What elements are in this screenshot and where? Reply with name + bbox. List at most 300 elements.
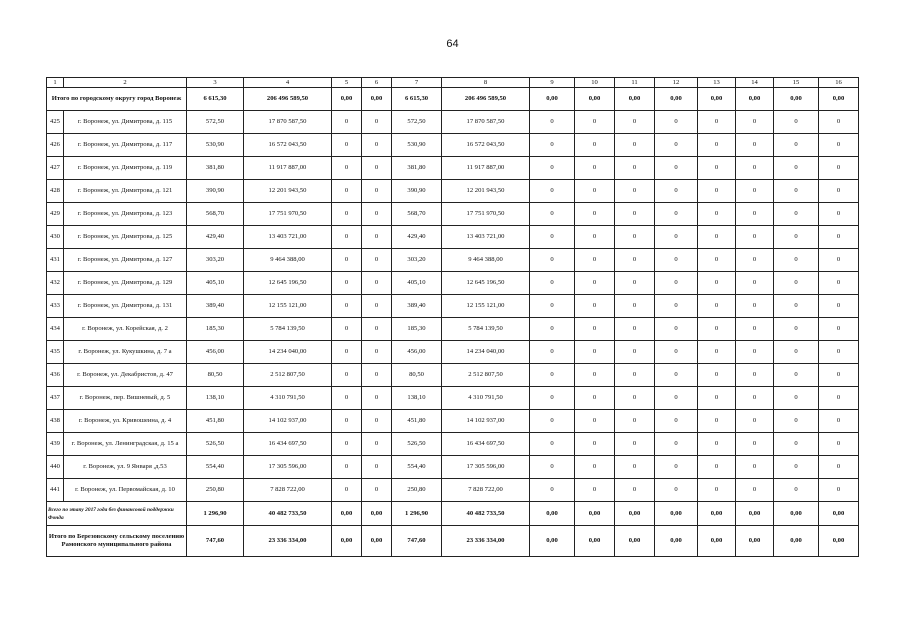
value-cell: 0 — [575, 157, 615, 180]
total-value: 0,00 — [698, 502, 736, 526]
value-cell: 0 — [530, 295, 575, 318]
table-row — [47, 341, 859, 364]
cost-cell: 17 870 587,50 — [244, 111, 332, 134]
area-cell: 526,50 — [187, 433, 244, 456]
cost-cell: 4 310 791,50 — [442, 387, 530, 410]
value-cell: 0 — [655, 249, 698, 272]
value-cell: 0 — [615, 180, 655, 203]
value-cell: 0 — [774, 456, 819, 479]
value-cell: 0 — [575, 295, 615, 318]
table-row — [47, 226, 859, 249]
value-cell: 0 — [575, 180, 615, 203]
total-value: 40 482 733,50 — [442, 502, 530, 526]
address-cell: г. Воронеж, ул. Димитрова, д. 131 — [64, 295, 187, 318]
value-cell: 0 — [774, 111, 819, 134]
value-cell: 0 — [575, 203, 615, 226]
cost-cell: 17 305 596,00 — [442, 456, 530, 479]
area-cell: 250,80 — [392, 479, 442, 502]
value-cell: 0 — [774, 341, 819, 364]
value-cell: 0 — [698, 295, 736, 318]
address-cell: г. Воронеж, ул. Ленинградская, д. 15 а — [64, 433, 187, 456]
value-cell: 0 — [362, 134, 392, 157]
value-cell: 0 — [530, 364, 575, 387]
total-value: 0,00 — [362, 526, 392, 557]
column-number: 15 — [774, 78, 819, 88]
table-row — [47, 456, 859, 479]
value-cell: 0 — [655, 272, 698, 295]
column-number: 13 — [698, 78, 736, 88]
value-cell: 0 — [698, 134, 736, 157]
value-cell: 0 — [774, 410, 819, 433]
value-cell: 0 — [736, 111, 774, 134]
total-value: 0,00 — [332, 526, 362, 557]
value-cell: 0 — [736, 203, 774, 226]
column-number: 6 — [362, 78, 392, 88]
value-cell: 0 — [362, 456, 392, 479]
value-cell: 0 — [332, 341, 362, 364]
address-cell: г. Воронеж, ул. Кукушкина, д. 7 а — [64, 341, 187, 364]
cost-cell: 13 403 721,00 — [244, 226, 332, 249]
total-value: 0,00 — [362, 502, 392, 526]
value-cell: 0 — [615, 111, 655, 134]
column-number: 9 — [530, 78, 575, 88]
area-cell: 405,10 — [187, 272, 244, 295]
row-number: 429 — [47, 203, 64, 226]
value-cell: 0 — [530, 410, 575, 433]
table-row — [47, 249, 859, 272]
value-cell: 0 — [655, 479, 698, 502]
value-cell: 0 — [819, 157, 859, 180]
area-cell: 530,90 — [187, 134, 244, 157]
table-row — [47, 111, 859, 134]
value-cell: 0 — [736, 134, 774, 157]
value-cell: 0 — [698, 387, 736, 410]
value-cell: 0 — [332, 272, 362, 295]
value-cell: 0 — [530, 272, 575, 295]
address-cell: г. Воронеж, ул. Кривошеина, д. 4 — [64, 410, 187, 433]
total-value: 0,00 — [332, 502, 362, 526]
area-cell: 390,90 — [187, 180, 244, 203]
value-cell: 0 — [698, 364, 736, 387]
total-value: 40 482 733,50 — [244, 502, 332, 526]
table-row — [47, 272, 859, 295]
value-cell: 0 — [615, 249, 655, 272]
table-row — [47, 295, 859, 318]
value-cell: 0 — [615, 295, 655, 318]
value-cell: 0 — [362, 410, 392, 433]
address-cell: г. Воронеж, ул. Первомайская, д. 10 — [64, 479, 187, 502]
value-cell: 0 — [332, 456, 362, 479]
total-label: Всего по этапу 2017 года без финансовой поддержки Фонда — [47, 502, 187, 526]
cost-cell: 9 464 388,00 — [442, 249, 530, 272]
value-cell: 0 — [615, 157, 655, 180]
address-cell: г. Воронеж, ул. Димитрова, д. 115 — [64, 111, 187, 134]
value-cell: 0 — [332, 203, 362, 226]
total-value: 6 615,30 — [392, 88, 442, 111]
total-value: 1 296,90 — [392, 502, 442, 526]
value-cell: 0 — [774, 364, 819, 387]
value-cell: 0 — [698, 249, 736, 272]
total-value: 0,00 — [332, 88, 362, 111]
address-cell: г. Воронеж, ул. Димитрова, д. 127 — [64, 249, 187, 272]
total-city-row — [47, 88, 859, 111]
value-cell: 0 — [362, 180, 392, 203]
value-cell: 0 — [332, 364, 362, 387]
cost-cell: 12 201 943,50 — [442, 180, 530, 203]
table-row — [47, 318, 859, 341]
value-cell: 0 — [615, 203, 655, 226]
value-cell: 0 — [736, 410, 774, 433]
value-cell: 0 — [819, 203, 859, 226]
value-cell: 0 — [698, 157, 736, 180]
value-cell: 0 — [362, 318, 392, 341]
row-number: 432 — [47, 272, 64, 295]
total-value: 0,00 — [655, 88, 698, 111]
cost-cell: 13 403 721,00 — [442, 226, 530, 249]
value-cell: 0 — [615, 341, 655, 364]
value-cell: 0 — [530, 249, 575, 272]
value-cell: 0 — [655, 111, 698, 134]
total-value: 23 336 334,00 — [244, 526, 332, 557]
total-value: 0,00 — [575, 88, 615, 111]
total-value: 0,00 — [698, 88, 736, 111]
value-cell: 0 — [530, 318, 575, 341]
column-number: 14 — [736, 78, 774, 88]
value-cell: 0 — [698, 226, 736, 249]
value-cell: 0 — [530, 226, 575, 249]
value-cell: 0 — [362, 295, 392, 318]
value-cell: 0 — [575, 134, 615, 157]
value-cell: 0 — [362, 111, 392, 134]
value-cell: 0 — [698, 410, 736, 433]
total-value: 0,00 — [774, 88, 819, 111]
table-row — [47, 364, 859, 387]
value-cell: 0 — [819, 479, 859, 502]
total-value: 0,00 — [530, 526, 575, 557]
value-cell: 0 — [575, 410, 615, 433]
value-cell: 0 — [575, 456, 615, 479]
value-cell: 0 — [530, 203, 575, 226]
value-cell: 0 — [575, 479, 615, 502]
table-row — [47, 134, 859, 157]
value-cell: 0 — [736, 387, 774, 410]
cost-cell: 12 155 121,00 — [442, 295, 530, 318]
column-number: 5 — [332, 78, 362, 88]
value-cell: 0 — [774, 272, 819, 295]
address-cell: г. Воронеж, пер. Вишневый, д. 5 — [64, 387, 187, 410]
column-number: 4 — [244, 78, 332, 88]
value-cell: 0 — [774, 479, 819, 502]
total-value: 0,00 — [615, 502, 655, 526]
value-cell: 0 — [362, 157, 392, 180]
column-number: 8 — [442, 78, 530, 88]
area-cell: 80,50 — [392, 364, 442, 387]
value-cell: 0 — [575, 341, 615, 364]
value-cell: 0 — [736, 364, 774, 387]
total-value: 0,00 — [362, 88, 392, 111]
cost-cell: 14 234 040,00 — [244, 341, 332, 364]
table-row — [47, 387, 859, 410]
total-value: 0,00 — [736, 88, 774, 111]
value-cell: 0 — [362, 433, 392, 456]
value-cell: 0 — [332, 249, 362, 272]
value-cell: 0 — [615, 479, 655, 502]
address-cell: г. Воронеж, ул. Димитрова, д. 117 — [64, 134, 187, 157]
total-value: 0,00 — [615, 526, 655, 557]
total-value: 0,00 — [736, 526, 774, 557]
value-cell: 0 — [530, 433, 575, 456]
value-cell: 0 — [819, 433, 859, 456]
cost-cell: 17 751 970,50 — [244, 203, 332, 226]
cost-cell: 5 784 139,50 — [244, 318, 332, 341]
cost-cell: 2 512 807,50 — [442, 364, 530, 387]
address-cell: г. Воронеж, ул. 9 Января ,д.53 — [64, 456, 187, 479]
column-number: 12 — [655, 78, 698, 88]
cost-cell: 14 102 937,00 — [442, 410, 530, 433]
row-number: 433 — [47, 295, 64, 318]
value-cell: 0 — [736, 180, 774, 203]
value-cell: 0 — [819, 410, 859, 433]
value-cell: 0 — [819, 318, 859, 341]
column-number: 7 — [392, 78, 442, 88]
value-cell: 0 — [575, 226, 615, 249]
total-value: 0,00 — [819, 88, 859, 111]
value-cell: 0 — [819, 341, 859, 364]
value-cell: 0 — [332, 410, 362, 433]
value-cell: 0 — [655, 364, 698, 387]
cost-cell: 12 645 196,50 — [244, 272, 332, 295]
value-cell: 0 — [655, 433, 698, 456]
value-cell: 0 — [615, 226, 655, 249]
area-cell: 568,70 — [187, 203, 244, 226]
column-number: 2 — [64, 78, 187, 88]
table-row — [47, 433, 859, 456]
value-cell: 0 — [575, 318, 615, 341]
table-row — [47, 479, 859, 502]
cost-cell: 12 645 196,50 — [442, 272, 530, 295]
area-cell: 303,20 — [392, 249, 442, 272]
address-cell: г. Воронеж, ул. Декабристов, д. 47 — [64, 364, 187, 387]
value-cell: 0 — [575, 364, 615, 387]
value-cell: 0 — [575, 111, 615, 134]
value-cell: 0 — [736, 341, 774, 364]
page-number: 64 — [446, 38, 459, 50]
total-label: Итого по городскому округу город Воронеж — [47, 88, 187, 111]
value-cell: 0 — [575, 433, 615, 456]
row-number: 426 — [47, 134, 64, 157]
value-cell: 0 — [698, 433, 736, 456]
value-cell: 0 — [819, 134, 859, 157]
cost-cell: 16 572 043,50 — [442, 134, 530, 157]
address-cell: г. Воронеж, ул. Корейская, д. 2 — [64, 318, 187, 341]
value-cell: 0 — [819, 456, 859, 479]
value-cell: 0 — [736, 157, 774, 180]
value-cell: 0 — [332, 226, 362, 249]
area-cell: 456,00 — [187, 341, 244, 364]
table-row — [47, 157, 859, 180]
value-cell: 0 — [774, 134, 819, 157]
column-number: 3 — [187, 78, 244, 88]
total-value: 0,00 — [575, 526, 615, 557]
row-number: 435 — [47, 341, 64, 364]
area-cell: 390,90 — [392, 180, 442, 203]
value-cell: 0 — [530, 456, 575, 479]
table-row — [47, 180, 859, 203]
total-value: 747,60 — [392, 526, 442, 557]
value-cell: 0 — [819, 387, 859, 410]
value-cell: 0 — [530, 341, 575, 364]
row-number: 434 — [47, 318, 64, 341]
address-cell: г. Воронеж, ул. Димитрова, д. 129 — [64, 272, 187, 295]
value-cell: 0 — [615, 456, 655, 479]
cost-cell: 11 917 887,00 — [244, 157, 332, 180]
total-value: 0,00 — [774, 502, 819, 526]
value-cell: 0 — [655, 318, 698, 341]
total-value: 0,00 — [615, 88, 655, 111]
column-number: 1 — [47, 78, 64, 88]
total-value: 0,00 — [575, 502, 615, 526]
area-cell: 250,80 — [187, 479, 244, 502]
value-cell: 0 — [530, 479, 575, 502]
value-cell: 0 — [655, 203, 698, 226]
value-cell: 0 — [530, 111, 575, 134]
total-row — [47, 526, 859, 557]
area-cell: 138,10 — [187, 387, 244, 410]
row-number: 436 — [47, 364, 64, 387]
value-cell: 0 — [736, 272, 774, 295]
area-cell: 138,10 — [392, 387, 442, 410]
row-number: 441 — [47, 479, 64, 502]
area-cell: 554,40 — [392, 456, 442, 479]
total-value: 0,00 — [736, 502, 774, 526]
cost-cell: 2 512 807,50 — [244, 364, 332, 387]
value-cell: 0 — [819, 249, 859, 272]
value-cell: 0 — [575, 249, 615, 272]
value-cell: 0 — [362, 203, 392, 226]
row-number: 438 — [47, 410, 64, 433]
cost-cell: 12 155 121,00 — [244, 295, 332, 318]
value-cell: 0 — [655, 180, 698, 203]
area-cell: 451,80 — [392, 410, 442, 433]
column-number-row — [47, 78, 859, 88]
area-cell: 303,20 — [187, 249, 244, 272]
value-cell: 0 — [655, 157, 698, 180]
value-cell: 0 — [736, 295, 774, 318]
value-cell: 0 — [698, 479, 736, 502]
area-cell: 572,50 — [187, 111, 244, 134]
value-cell: 0 — [332, 111, 362, 134]
value-cell: 0 — [774, 295, 819, 318]
value-cell: 0 — [774, 203, 819, 226]
cost-cell: 14 102 937,00 — [244, 410, 332, 433]
value-cell: 0 — [819, 226, 859, 249]
cost-cell: 16 572 043,50 — [244, 134, 332, 157]
cost-cell: 4 310 791,50 — [244, 387, 332, 410]
value-cell: 0 — [698, 456, 736, 479]
value-cell: 0 — [698, 203, 736, 226]
column-number: 11 — [615, 78, 655, 88]
total-value: 1 296,90 — [187, 502, 244, 526]
cost-cell: 7 828 722,00 — [244, 479, 332, 502]
value-cell: 0 — [655, 387, 698, 410]
row-number: 430 — [47, 226, 64, 249]
cost-cell: 7 828 722,00 — [442, 479, 530, 502]
total-value: 0,00 — [655, 502, 698, 526]
row-number: 425 — [47, 111, 64, 134]
value-cell: 0 — [655, 295, 698, 318]
value-cell: 0 — [362, 479, 392, 502]
value-cell: 0 — [332, 318, 362, 341]
row-number: 440 — [47, 456, 64, 479]
value-cell: 0 — [332, 295, 362, 318]
area-cell: 389,40 — [392, 295, 442, 318]
value-cell: 0 — [698, 272, 736, 295]
column-number: 10 — [575, 78, 615, 88]
value-cell: 0 — [698, 180, 736, 203]
value-cell: 0 — [819, 364, 859, 387]
cost-cell: 14 234 040,00 — [442, 341, 530, 364]
total-value: 0,00 — [530, 502, 575, 526]
cost-cell: 9 464 388,00 — [244, 249, 332, 272]
area-cell: 429,40 — [187, 226, 244, 249]
cost-cell: 16 434 697,50 — [442, 433, 530, 456]
total-value: 0,00 — [698, 526, 736, 557]
value-cell: 0 — [615, 364, 655, 387]
value-cell: 0 — [530, 157, 575, 180]
address-cell: г. Воронеж, ул. Димитрова, д. 123 — [64, 203, 187, 226]
cost-cell: 11 917 887,00 — [442, 157, 530, 180]
value-cell: 0 — [332, 157, 362, 180]
area-cell: 554,40 — [187, 456, 244, 479]
row-number: 431 — [47, 249, 64, 272]
total-value: 0,00 — [774, 526, 819, 557]
row-number: 428 — [47, 180, 64, 203]
value-cell: 0 — [774, 387, 819, 410]
column-number: 16 — [819, 78, 859, 88]
value-cell: 0 — [530, 134, 575, 157]
value-cell: 0 — [362, 341, 392, 364]
cost-cell: 17 305 596,00 — [244, 456, 332, 479]
value-cell: 0 — [615, 272, 655, 295]
value-cell: 0 — [774, 157, 819, 180]
row-number: 439 — [47, 433, 64, 456]
value-cell: 0 — [736, 249, 774, 272]
value-cell: 0 — [819, 111, 859, 134]
area-cell: 389,40 — [187, 295, 244, 318]
value-cell: 0 — [362, 272, 392, 295]
area-cell: 456,00 — [392, 341, 442, 364]
value-cell: 0 — [615, 318, 655, 341]
address-cell: г. Воронеж, ул. Димитрова, д. 125 — [64, 226, 187, 249]
value-cell: 0 — [362, 387, 392, 410]
cost-cell: 5 784 139,50 — [442, 318, 530, 341]
cost-cell: 17 870 587,50 — [442, 111, 530, 134]
value-cell: 0 — [615, 387, 655, 410]
value-cell: 0 — [655, 341, 698, 364]
value-cell: 0 — [774, 180, 819, 203]
total-value: 0,00 — [655, 526, 698, 557]
cost-cell: 12 201 943,50 — [244, 180, 332, 203]
value-cell: 0 — [615, 410, 655, 433]
value-cell: 0 — [655, 226, 698, 249]
value-cell: 0 — [819, 180, 859, 203]
area-cell: 80,50 — [187, 364, 244, 387]
cost-cell: 17 751 970,50 — [442, 203, 530, 226]
total-value: 206 496 589,50 — [244, 88, 332, 111]
value-cell: 0 — [332, 433, 362, 456]
area-cell: 381,80 — [187, 157, 244, 180]
value-cell: 0 — [774, 318, 819, 341]
